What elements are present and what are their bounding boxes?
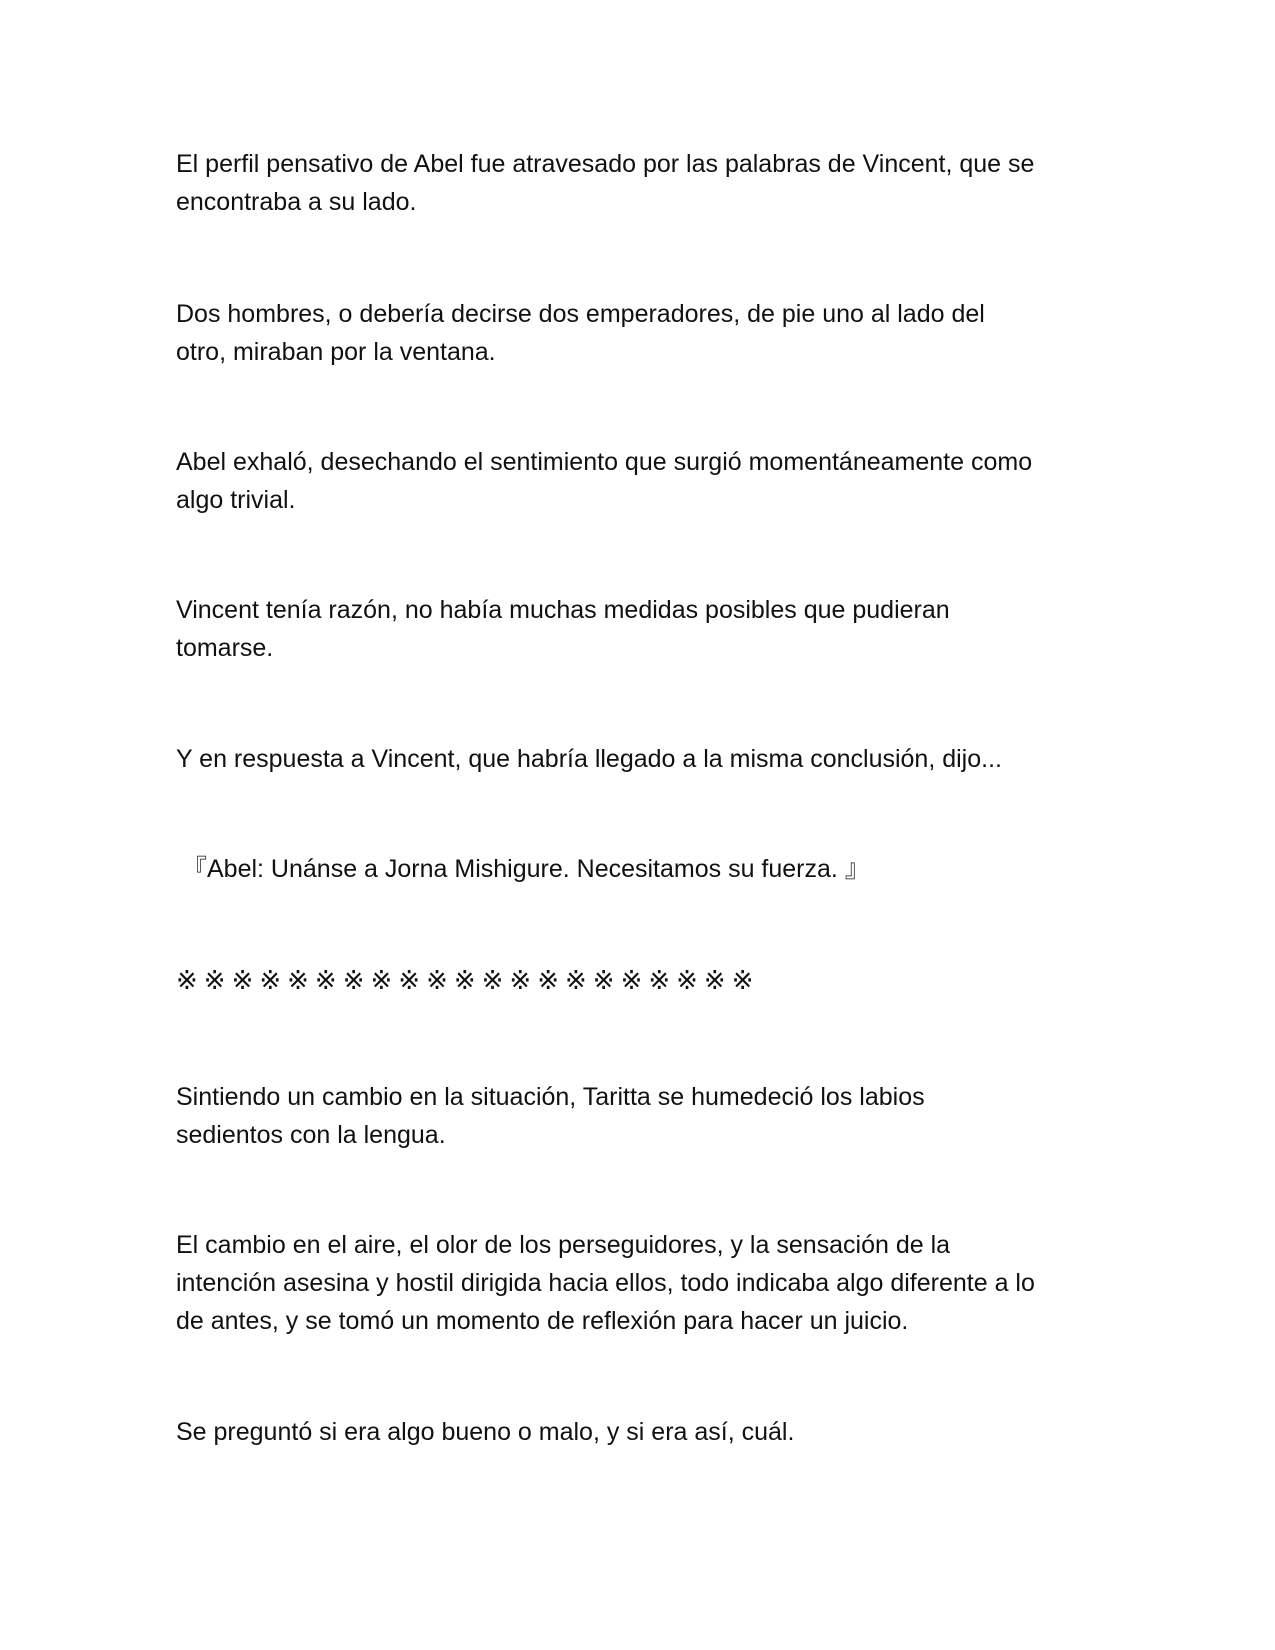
paragraph-2: [176, 295, 1116, 371]
paragraph-line: El perfil pensativo de Abel fue atravesado por las palabras de Vincent, que se: [176, 150, 1035, 178]
paragraph-line: encontraba a su lado.: [176, 188, 417, 216]
paragraph-line: algo trivial.: [176, 486, 296, 514]
paragraph-line: Y en respuesta a Vincent, que habría llegado a la misma conclusión, dijo...: [176, 745, 1002, 773]
paragraph-line: Vincent tenía razón, no había muchas medidas posibles que pudieran: [176, 596, 950, 624]
dialogue-line: 『Abel: Unánse a Jorna Mishigure. Necesitamos su fuerza. 』: [182, 855, 870, 883]
separator-line: ※※※※※※※※※※※※※※※※※※※※※: [176, 966, 760, 996]
paragraph-line: de antes, y se tomó un momento de reflexión para hacer un juicio.: [176, 1307, 909, 1335]
scene-break-separator: [176, 962, 1116, 1000]
paragraph-5: [176, 740, 1116, 778]
dialogue-quote: [182, 850, 1122, 888]
paragraph-3: [176, 443, 1116, 519]
paragraph-8: [176, 1413, 1116, 1451]
paragraph-line: Dos hombres, o debería decirse dos emperadores, de pie uno al lado del: [176, 300, 985, 328]
paragraph-line: otro, miraban por la ventana.: [176, 338, 496, 366]
paragraph-line: Abel exhaló, desechando el sentimiento que surgió momentáneamente como: [176, 448, 1033, 476]
paragraph-line: sedientos con la lengua.: [176, 1121, 446, 1149]
paragraph-6: [176, 1078, 1116, 1154]
paragraph-4: [176, 591, 1116, 667]
paragraph-1: [176, 145, 1116, 221]
paragraph-line: El cambio en el aire, el olor de los perseguidores, y la sensación de la: [176, 1231, 951, 1259]
paragraph-line: tomarse.: [176, 634, 274, 662]
paragraph-line: Sintiendo un cambio en la situación, Taritta se humedeció los labios: [176, 1083, 925, 1111]
paragraph-7: [176, 1226, 1116, 1340]
paragraph-line: intención asesina y hostil dirigida hacia ellos, todo indicaba algo diferente a lo: [176, 1269, 1035, 1297]
paragraph-line: Se preguntó si era algo bueno o malo, y si era así, cuál.: [176, 1418, 795, 1446]
